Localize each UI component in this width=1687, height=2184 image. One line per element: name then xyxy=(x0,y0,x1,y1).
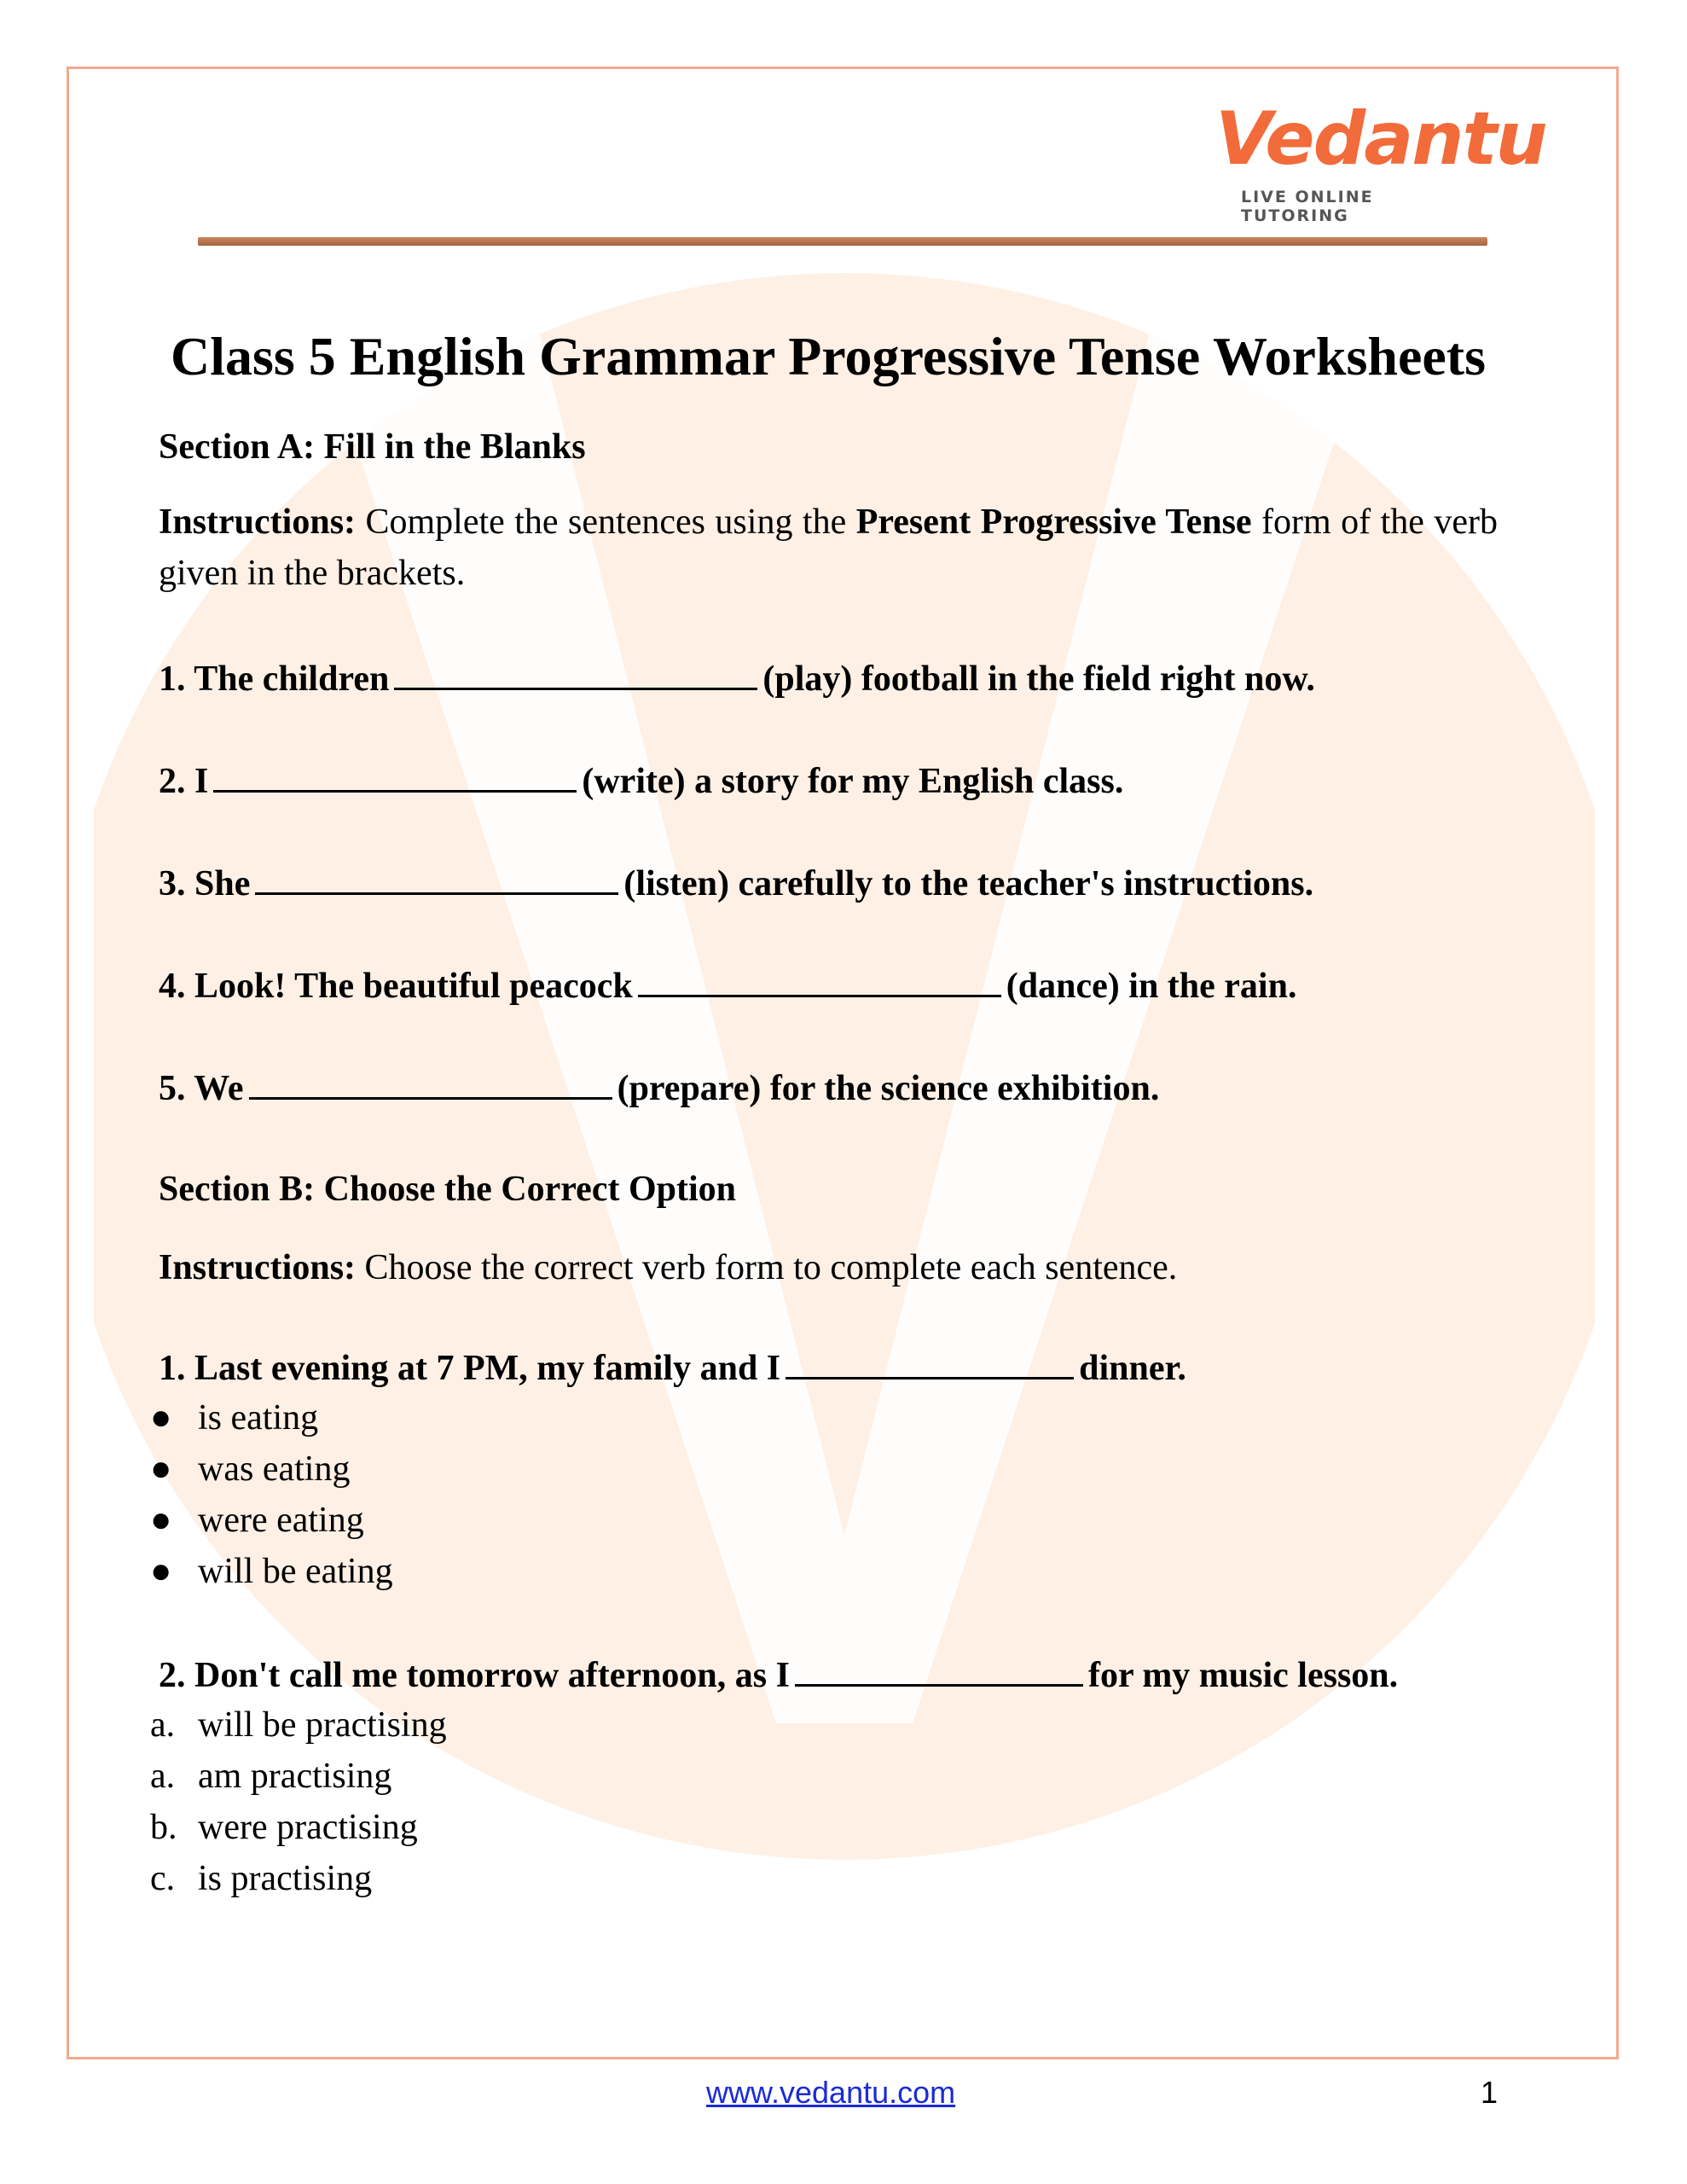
option-item[interactable]: c. is practising xyxy=(150,1859,373,1898)
question-a3: 3. She (listen) carefully to the teacher's instructions. xyxy=(159,862,1313,904)
question-a4: 4. Look! The beautiful peacock (dance) in the rain. xyxy=(159,964,1296,1007)
header-divider xyxy=(198,237,1487,246)
option-item[interactable]: b. were practising xyxy=(150,1808,418,1847)
question-a2: 2. I (write) a story for my English class. xyxy=(159,759,1123,802)
instructions-text: Complete the sentences using the xyxy=(365,502,847,542)
answer-blank[interactable] xyxy=(213,759,577,793)
logo-wordmark: Vedantu xyxy=(1215,96,1546,182)
question-a1: 1. The children (play) football in the field right now. xyxy=(159,657,1315,700)
page-number: 1 xyxy=(1481,2075,1499,2110)
answer-blank[interactable] xyxy=(795,1653,1083,1687)
instructions-label: Instructions: xyxy=(159,502,357,542)
instructions-emphasis: Present Progressive Tense xyxy=(855,502,1252,542)
question-b1: 1. Last evening at 7 PM, my family and I dinner. xyxy=(159,1346,1186,1389)
option-item[interactable]: ● will be eating xyxy=(150,1552,393,1591)
question-a5: 5. We (prepare) for the science exhibition. xyxy=(159,1066,1159,1109)
answer-blank[interactable] xyxy=(249,1066,612,1100)
option-item[interactable]: a. am practising xyxy=(150,1757,392,1796)
option-item[interactable]: ● were eating xyxy=(150,1501,364,1540)
logo-tagline: LIVE ONLINE TUTORING xyxy=(1241,188,1374,225)
section-a-heading: Section A: Fill in the Blanks xyxy=(159,427,586,467)
section-a-instructions xyxy=(159,497,1498,599)
option-item[interactable]: a. will be practising xyxy=(150,1705,447,1745)
vedantu-logo xyxy=(1215,96,1546,225)
section-b-instructions xyxy=(159,1242,1498,1293)
instructions-text: form of the verb given in the brackets. xyxy=(159,502,1499,593)
answer-blank[interactable] xyxy=(638,964,1001,997)
answer-blank[interactable] xyxy=(786,1346,1074,1380)
instructions-text: Choose the correct verb form to complete each sentence. xyxy=(364,1248,1178,1287)
question-b2: 2. Don't call me tomorrow afternoon, as I for my music lesson. xyxy=(159,1653,1398,1696)
option-item[interactable]: ● is eating xyxy=(150,1398,319,1438)
section-b-heading: Section B: Choose the Correct Option xyxy=(159,1170,736,1209)
answer-blank[interactable] xyxy=(394,657,757,690)
page-title: Class 5 English Grammar Progressive Tense Worksheets xyxy=(170,326,1487,386)
footer-website-link[interactable]: www.vedantu.com xyxy=(706,2075,956,2110)
option-item[interactable]: ● was eating xyxy=(150,1449,351,1489)
instructions-label: Instructions: xyxy=(159,1248,357,1287)
answer-blank[interactable] xyxy=(255,862,618,895)
